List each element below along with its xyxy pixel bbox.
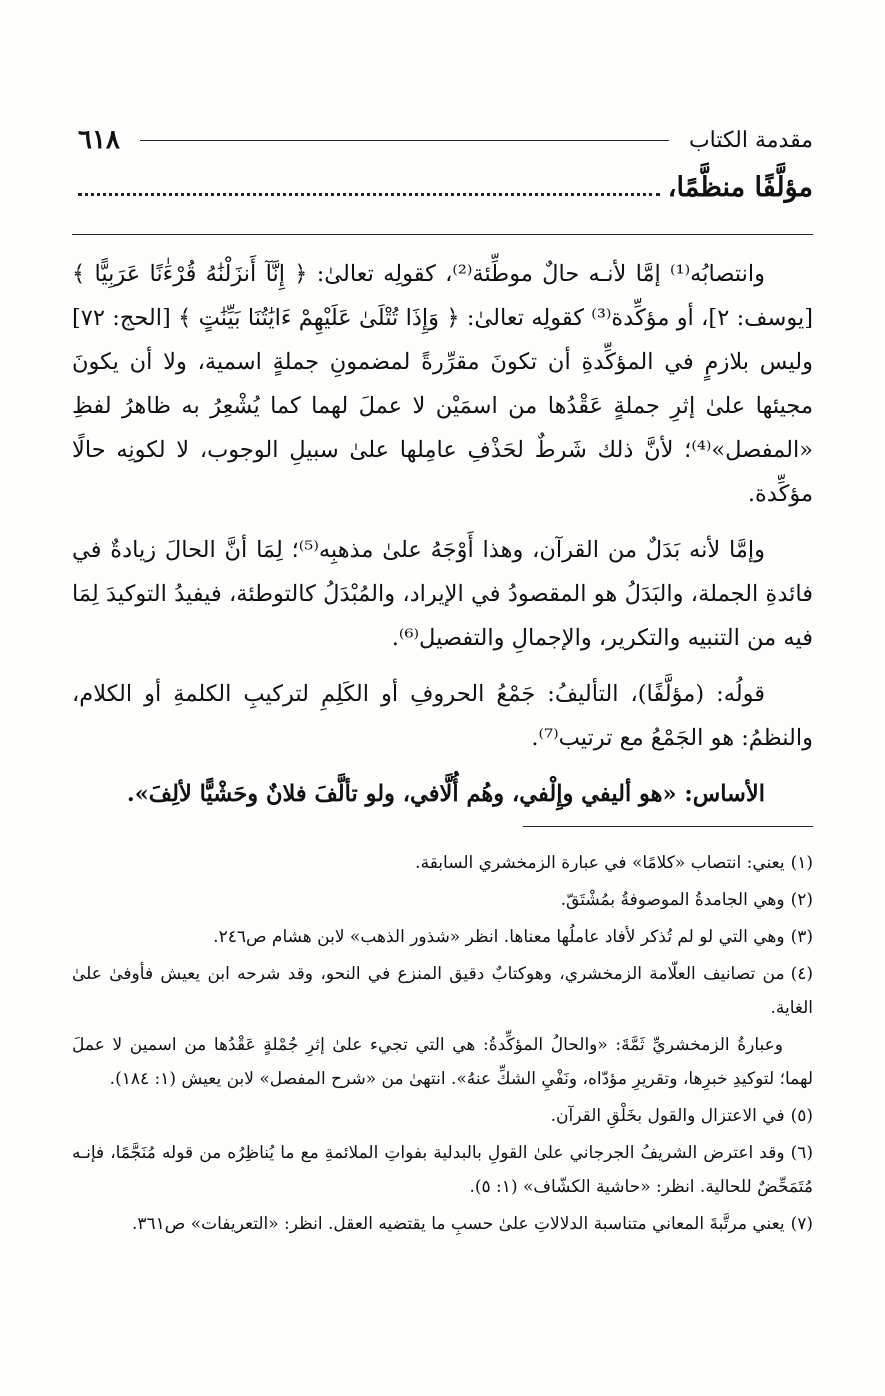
- footnote: [72, 1099, 813, 1133]
- footnote: [72, 1207, 813, 1241]
- running-header: [78, 120, 813, 160]
- footnote-separator: [523, 826, 813, 827]
- matn-dotted-leader: [78, 179, 660, 196]
- footnote-text: وقد اعترض الشريفُ الجرجاني علىٰ القولِ بالبدلية بفواتِ الملائمةِ مع ما يُناظِرُه من قوله مُنَجَّمًا، فإنـه مُتَمَحِّضٌ للحالية. انظر: «حاشية الكشّاف» (١: ٥).: [72, 1143, 813, 1197]
- footnote-number: (٦): [790, 1143, 813, 1163]
- commentary-paragraph: قولُه: (مؤلَّفًا)، التأليفُ: جَمْعُ الحروفِ أو الكَلِمِ لتركيبِ الكلمةِ أو الكلام، والنظمُ: هو الجَمْعُ مع ترتيب⁽⁷⁾.: [72, 681, 813, 751]
- matn-line: [78, 172, 813, 203]
- matn-text: مؤلَّفًا منظَّمًا،: [667, 172, 813, 203]
- footnote: [72, 920, 813, 954]
- footnote-text: يعني: انتصاب «كلامًا» في عبارة الزمخشري السابقة.: [415, 853, 785, 873]
- footnote-text: في الاعتزال والقول بخَلْقِ القرآن.: [550, 1106, 785, 1126]
- asas-quote: الأساس: «هو أليفي وإِلْفي، وهُم أُلَّافي، ولو تألَّفَ فلانٌ وحَشْيًّا لألِفَ».: [126, 781, 765, 807]
- footnotes: [72, 846, 813, 1244]
- footnote-number: (٥): [790, 1106, 813, 1126]
- commentary-paragraph: وإمَّا لأنه بَدَلٌ من القرآن، وهذا أَوْجَهُ علىٰ مذهبِه⁽⁵⁾؛ لِمَا أنَّ الحالَ زيادةٌ في فائدةِ الجملة، والبَدَلُ هو المقصودُ في الإيراد، والمُبْدَلُ كالتوطئة، فيفيدُ التوكيدَ لِمَا فيه من التنبيه والتكرير، والإجمالِ والتفصيل⁽⁶⁾.: [72, 537, 813, 651]
- footnote: [72, 846, 813, 880]
- footnote: [72, 957, 813, 1025]
- footnote: [72, 1136, 813, 1204]
- footnote-number: (٢): [790, 890, 813, 910]
- footnote-number: (١): [790, 853, 813, 873]
- footnote-text: من تصانيف العلّامة الزمخشري، وهوكتابٌ دقيق المنزع في النحو، وقد شرحه ابن يعيش فأوفىٰ علىٰ الغاية.: [72, 964, 813, 1018]
- footnote-text: وعبارةُ الزمخشريِّ ثَمَّةَ: «والحالُ المؤكِّدةُ: هي التي تجيء علىٰ إثرِ جُمْلةٍ عَقْدُها من اسمين لا عملَ لهما؛ لتوكيدِ خبرِها، وتقريرِ مؤدّاه، ونَفْيِ الشكِّ عنهُ». انتهىٰ من «شرح المفصل» لابن يعيش (١: ١٨٤).: [72, 1035, 813, 1089]
- commentary-paragraph: وانتصابُه⁽¹⁾ إمَّا لأنـه حالٌ موطِّئة⁽²⁾، كقولِه تعالىٰ: ﴿ إِنَّآ أَنزَلْنَٰهُ قُرْءَٰنًا عَرَبِيًّا ﴾ [يوسف: ٢]، أو مؤكِّدة⁽³⁾ كقولِه تعالىٰ: ﴿ وَإِذَا تُتْلَىٰ عَلَيْهِمْ ءَايَٰتُنَا بَيِّنَٰتٍ ﴾ [الحج: ٧٢] وليس بلازمٍ في المؤكِّدةِ أن تكونَ مقرِّرةً لمضمونِ جملةٍ اسمية، ولا أن يكونَ مجيئها علىٰ إثرِ جملةٍ عَقْدُها من اسمَيْن لا عملَ لهما كما يُشْعِرُ به ظاهرُ لفظِ «المفصل»⁽⁴⁾؛ لأنَّ ذلك شَرطٌ لحَذْفِ عامِلها علىٰ سبيلِ الوجوب، لا لكونِه حالًا مؤكِّدة.: [72, 261, 813, 507]
- header-title: مقدمة الكتاب: [688, 127, 813, 153]
- commentary-body: [72, 252, 813, 828]
- page-number: ٦١٨: [78, 125, 120, 155]
- footnote-number: (٤): [790, 964, 813, 984]
- matn-separator: [72, 234, 813, 235]
- footnote-text: وهي التي لو لم تُذكر لأفاد عاملُها معناها. انظر «شذور الذهب» لابن هشام ص٢٤٦.: [213, 927, 785, 947]
- footnote: [72, 883, 813, 917]
- footnote-text: يعني مرتَّبةَ المعاني متناسبة الدلالاتِ علىٰ حسبِ ما يقتضيه العقل. انظر: «التعريفات» ص٣٦١.: [131, 1214, 785, 1234]
- footnote-text: وهي الجامدةُ الموصوفةُ بمُشْتَقّ.: [560, 890, 785, 910]
- footnote-continuation: [72, 1028, 813, 1096]
- footnote-number: (٧): [790, 1214, 813, 1234]
- header-rule: [140, 140, 669, 141]
- footnote-number: (٣): [790, 927, 813, 947]
